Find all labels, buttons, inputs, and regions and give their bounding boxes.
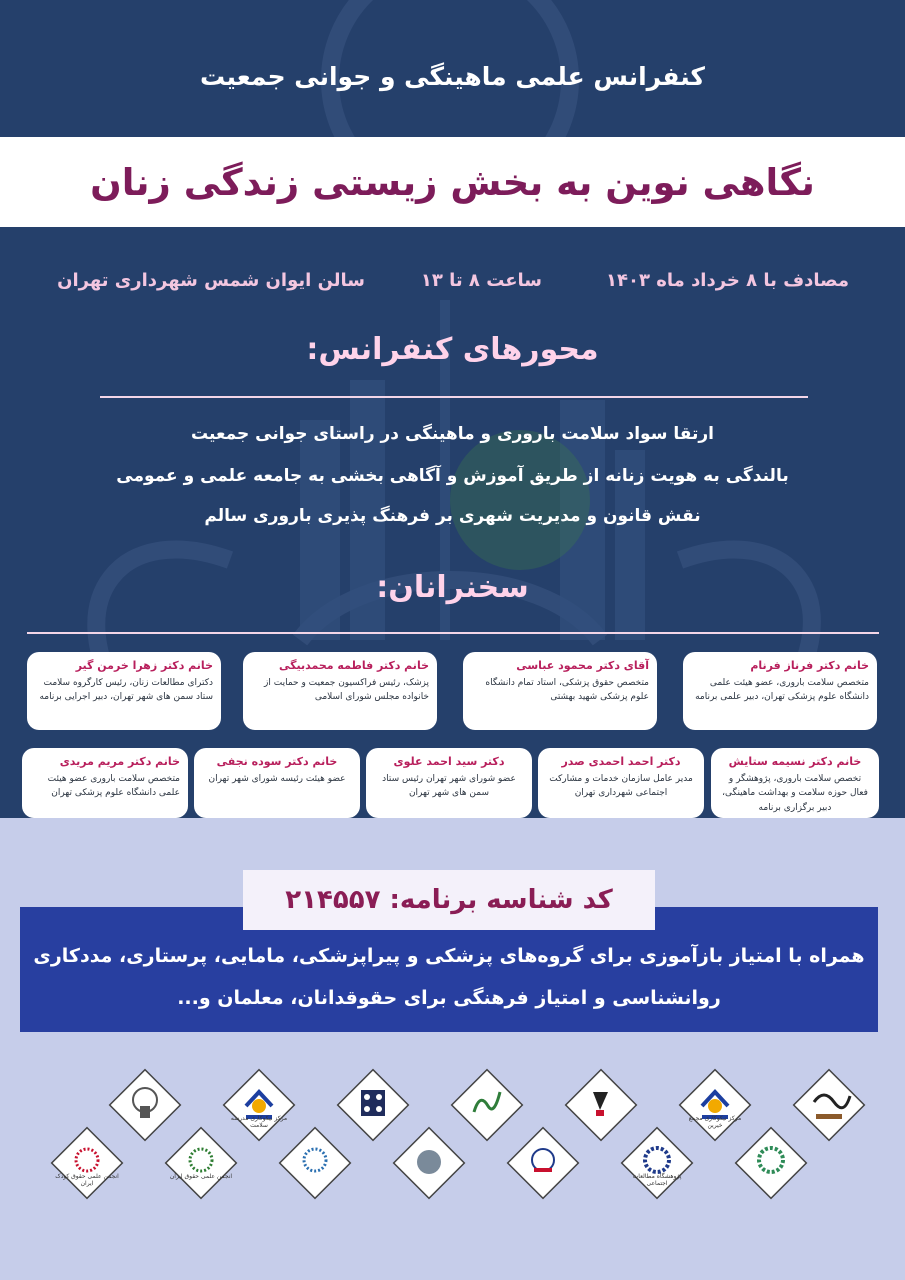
program-code: کد شناسه برنامه: ۲۱۴۵۵۷ [285, 885, 613, 915]
speaker-role: متخصص سلامت باروری عضو هیئت علمی دانشگاه علوم پزشکی تهران [47, 774, 180, 799]
axis-item: ارتقا سواد سلامت باروری و ماهینگی در راستای جوانی جمعیت [191, 424, 714, 444]
grey-circle-logo [386, 1120, 472, 1206]
event-time: ساعت ۸ تا ۱۳ [420, 270, 542, 291]
speaker-name: آقای دکتر محمود عباسی [516, 659, 649, 672]
speaker-role: عضو هیئت رئیسه شورای شهر تهران [208, 774, 346, 784]
speaker-name: دکتر سید احمد علوی [393, 755, 505, 768]
speaker-role: پزشک، رئیس فراکسیون جمعیت و حمایت از خانواده مجلس شورای اسلامی [264, 678, 429, 703]
speaker-role: عضو شورای شهر تهران رئیس ستاد سمن های شهر تهران [382, 774, 516, 799]
speaker-card [711, 748, 879, 818]
blue-flower-logo [272, 1120, 358, 1206]
speaker-card [538, 748, 704, 818]
speaker-name: دکتر احمد احمدی صدر [561, 755, 681, 768]
speaker-card [243, 652, 437, 730]
divider [100, 396, 808, 398]
speaker-name: خانم دکتر مریم مریدی [59, 755, 180, 768]
axes-heading: محورهای کنفرانس: [306, 332, 599, 367]
speaker-role: تخصص سلامت باروری، پژوهشگر و فعال حوزه سلامت و بهداشت ماهینگی، دبیر برگزاری برنامه [722, 774, 868, 813]
title-banner [0, 137, 905, 227]
event-venue: سالن ایوان شمس شهرداری تهران [57, 270, 365, 291]
speaker-role: مدیر عامل سازمان خدمات و مشارکت اجتماعی شهرداری تهران [549, 774, 693, 799]
blue-rosette-logo [614, 1120, 700, 1206]
program-code-box [243, 870, 655, 930]
logo-label: انجمن علمی حقوق کودک ایران [55, 1173, 119, 1187]
speaker-name: خانم دکتر زهرا خرمن گیر [75, 659, 213, 672]
conference-subtitle: کنفرانس علمی ماهینگی و جوانی جمعیت [200, 62, 705, 91]
page-title: نگاهی نوین به بخش زیستی زندگی زنان [90, 160, 815, 204]
credits-line: روانشناسی و امتیاز فرهنگی برای حقوقدانان، معلمان و... [177, 987, 721, 1009]
speaker-card [194, 748, 360, 818]
red-circle-logo [500, 1120, 586, 1206]
speaker-name: خانم دکتر فاطمه محمدبیگی [278, 659, 429, 672]
speaker-role: دکترای مطالعات زنان، رئیس کارگروه سلامت ستاد سمن های شهر تهران، دبیر اجرایی برنامه [39, 678, 213, 703]
speaker-card [22, 748, 188, 818]
speaker-card [683, 652, 877, 730]
speaker-name: خانم دکتر سوده نجفی [216, 755, 338, 768]
logo-label: انجمن علمی حقوق ایران [169, 1173, 233, 1180]
axis-item: بالندگی به هویت زنانه از طریق آموزش و آگاهی بخشی به جامعه علمی و عمومی [116, 466, 789, 486]
speaker-card [27, 652, 221, 730]
event-date: مصادف با ۸ خرداد ماه ۱۴۰۳ [606, 270, 849, 291]
red-seal-logo [44, 1120, 130, 1206]
speakers-heading: سخنرانان: [376, 570, 529, 605]
logo-label: مرکز نیکوکاری مدرسه سلامت [230, 1115, 288, 1129]
speaker-name: خانم دکتر فرناز فرنام [750, 659, 869, 672]
axis-item: نقش قانون و مدیریت شهری بر فرهنگ پذیری باروری سالم [204, 506, 701, 526]
speaker-role: متخصص حقوق پزشکی، استاد تمام دانشگاه علوم پزشکی شهید بهشتی [485, 678, 649, 703]
logo-label: مرکز نیکوکاری مجمع خیرین [688, 1115, 742, 1129]
speaker-name: خانم دکتر نسیمه ستایش [728, 755, 862, 768]
divider [27, 632, 879, 634]
credits-line: همراه با امتیاز بازآموزی برای گروه‌های پزشکی و پیراپزشکی، مامایی، پرستاری، مددکاری [33, 945, 865, 967]
green-rosette-logo [728, 1120, 814, 1206]
speaker-card [366, 748, 532, 818]
green-flower-logo [158, 1120, 244, 1206]
speaker-role: متخصص سلامت باروری، عضو هیئت علمی دانشگاه علوم پزشکی تهران، دبیر علمی برنامه [695, 678, 869, 703]
logo-label: پژوهشگاه مطالعات اجتماعی [632, 1173, 682, 1187]
speaker-card [463, 652, 657, 730]
